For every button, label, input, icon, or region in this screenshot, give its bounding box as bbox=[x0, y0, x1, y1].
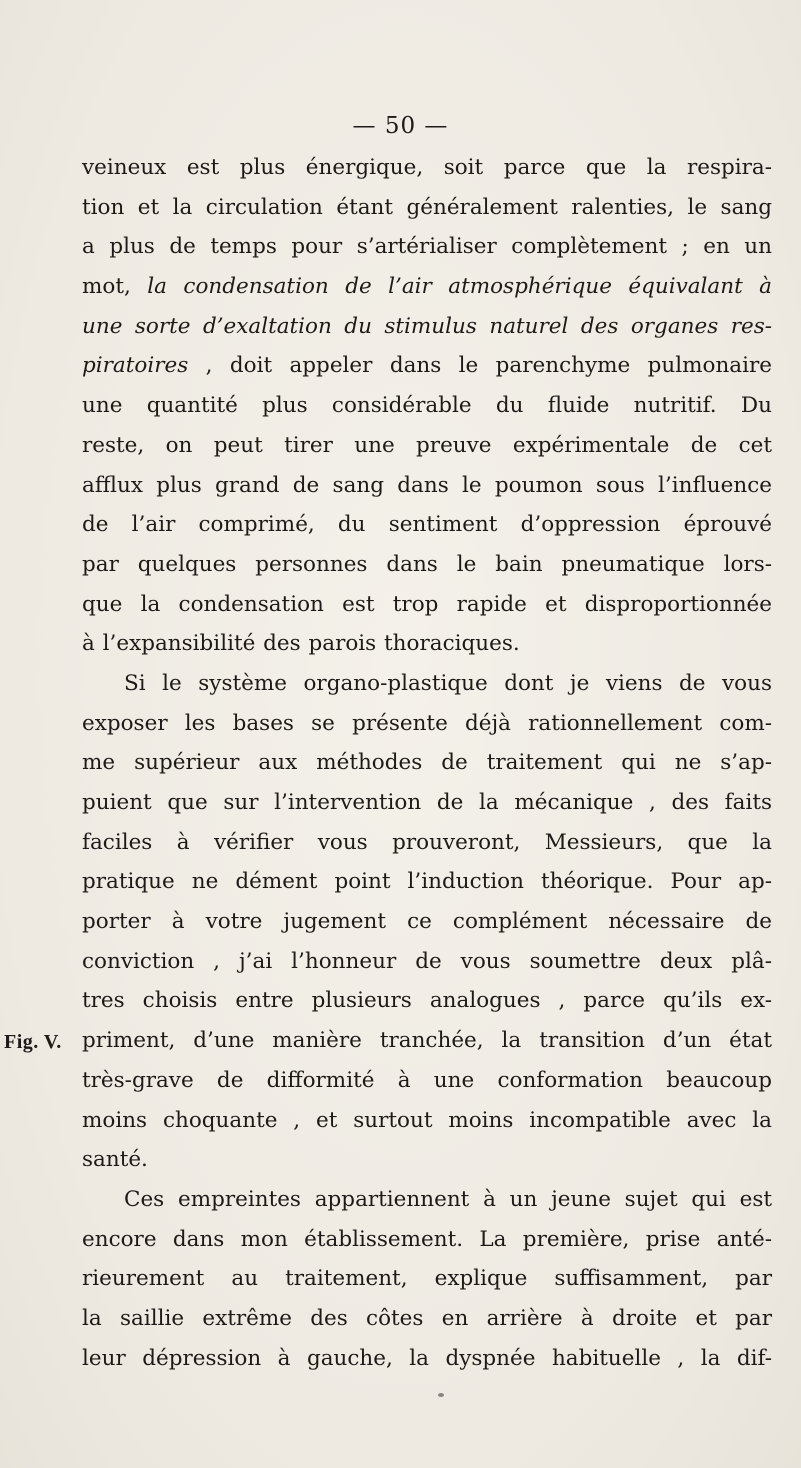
italic-segment: piratoires bbox=[82, 353, 189, 379]
text-line-italic bbox=[82, 307, 772, 347]
text-line-mixed bbox=[82, 346, 772, 386]
text-line: afflux plus grand de sang dans le poumon sous l’influence bbox=[82, 472, 772, 498]
text-line: par quelques personnes dans le bain pneumatique lors- bbox=[82, 551, 772, 577]
text-line: tion et la circulation étant généralement ralenties, le sang bbox=[82, 194, 772, 220]
text-line: conviction , j’ai l’honneur de vous soumettre deux plâ- bbox=[82, 948, 772, 974]
text-line: priment, d’une manière tranchée, la transition d’un état bbox=[82, 1028, 772, 1054]
text-line: très-grave de difformité à une conformation beaucoup bbox=[82, 1067, 772, 1093]
text-line: Ces empreintes appartiennent à un jeune sujet qui est bbox=[124, 1186, 772, 1212]
text-line: puient que sur l’intervention de la mécanique , des faits bbox=[82, 790, 772, 815]
text-line: tres choisis entre plusieurs analogues , parce qu’ils ex- bbox=[82, 988, 772, 1014]
text-line: exposer les bases se présente déjà rationnellement com- bbox=[82, 710, 772, 736]
text-line: que la condensation est trop rapide et disproportionnée bbox=[82, 591, 772, 617]
ink-speck bbox=[438, 1393, 444, 1397]
text-line: veineux est plus énergique, soit parce que la respira- bbox=[82, 155, 772, 180]
text-line: de l’air comprimé, du sentiment d’oppression éprouvé bbox=[82, 512, 772, 538]
figure-margin-note: Fig. V. bbox=[4, 1031, 62, 1053]
text-line: faciles à vérifier vous prouveront, Messieurs, que la bbox=[82, 829, 772, 855]
text-line: me supérieur aux méthodes de traitement qui ne s’ap- bbox=[82, 750, 772, 776]
page-number: — 50 — bbox=[352, 113, 449, 139]
text-segment: mot, bbox=[82, 274, 148, 300]
text-line: Si le système organo-plastique dont je viens de vous bbox=[124, 670, 772, 696]
italic-segment: la condensation de l’air atmosphérique équivalant à bbox=[147, 274, 772, 300]
text-line: reste, on peut tirer une preuve expérimentale de cet bbox=[82, 432, 772, 458]
text-line: a plus de temps pour s’artérialiser complètement ; en un bbox=[82, 234, 772, 260]
text-line: rieurement au traitement, explique suffisamment, par bbox=[82, 1266, 772, 1292]
text-line: moins choquante , et surtout moins incompatible avec la bbox=[82, 1107, 772, 1133]
body-text bbox=[82, 148, 772, 1378]
text-line: porter à votre jugement ce complément nécessaire de bbox=[82, 909, 772, 935]
text-line: à l’expansibilité des parois thoraciques. bbox=[82, 631, 520, 657]
text-line: santé. bbox=[82, 1147, 148, 1173]
text-line: encore dans mon établissement. La première, prise anté- bbox=[82, 1226, 772, 1252]
text-line: pratique ne dément point l’induction théorique. Pour ap- bbox=[82, 869, 772, 895]
text-segment: , doit appeler dans le parenchyme pulmonaire bbox=[188, 353, 772, 379]
text-line: une quantité plus considérable du fluide nutritif. Du bbox=[82, 393, 772, 419]
text-line: leur dépression à gauche, la dyspnée habituelle , la dif- bbox=[82, 1345, 772, 1371]
italic-segment: une sorte d’exaltation du stimulus naturel des organes res- bbox=[82, 313, 772, 339]
text-line: la saillie extrême des côtes en arrière à droite et par bbox=[82, 1305, 772, 1331]
text-line-mixed bbox=[82, 267, 772, 307]
